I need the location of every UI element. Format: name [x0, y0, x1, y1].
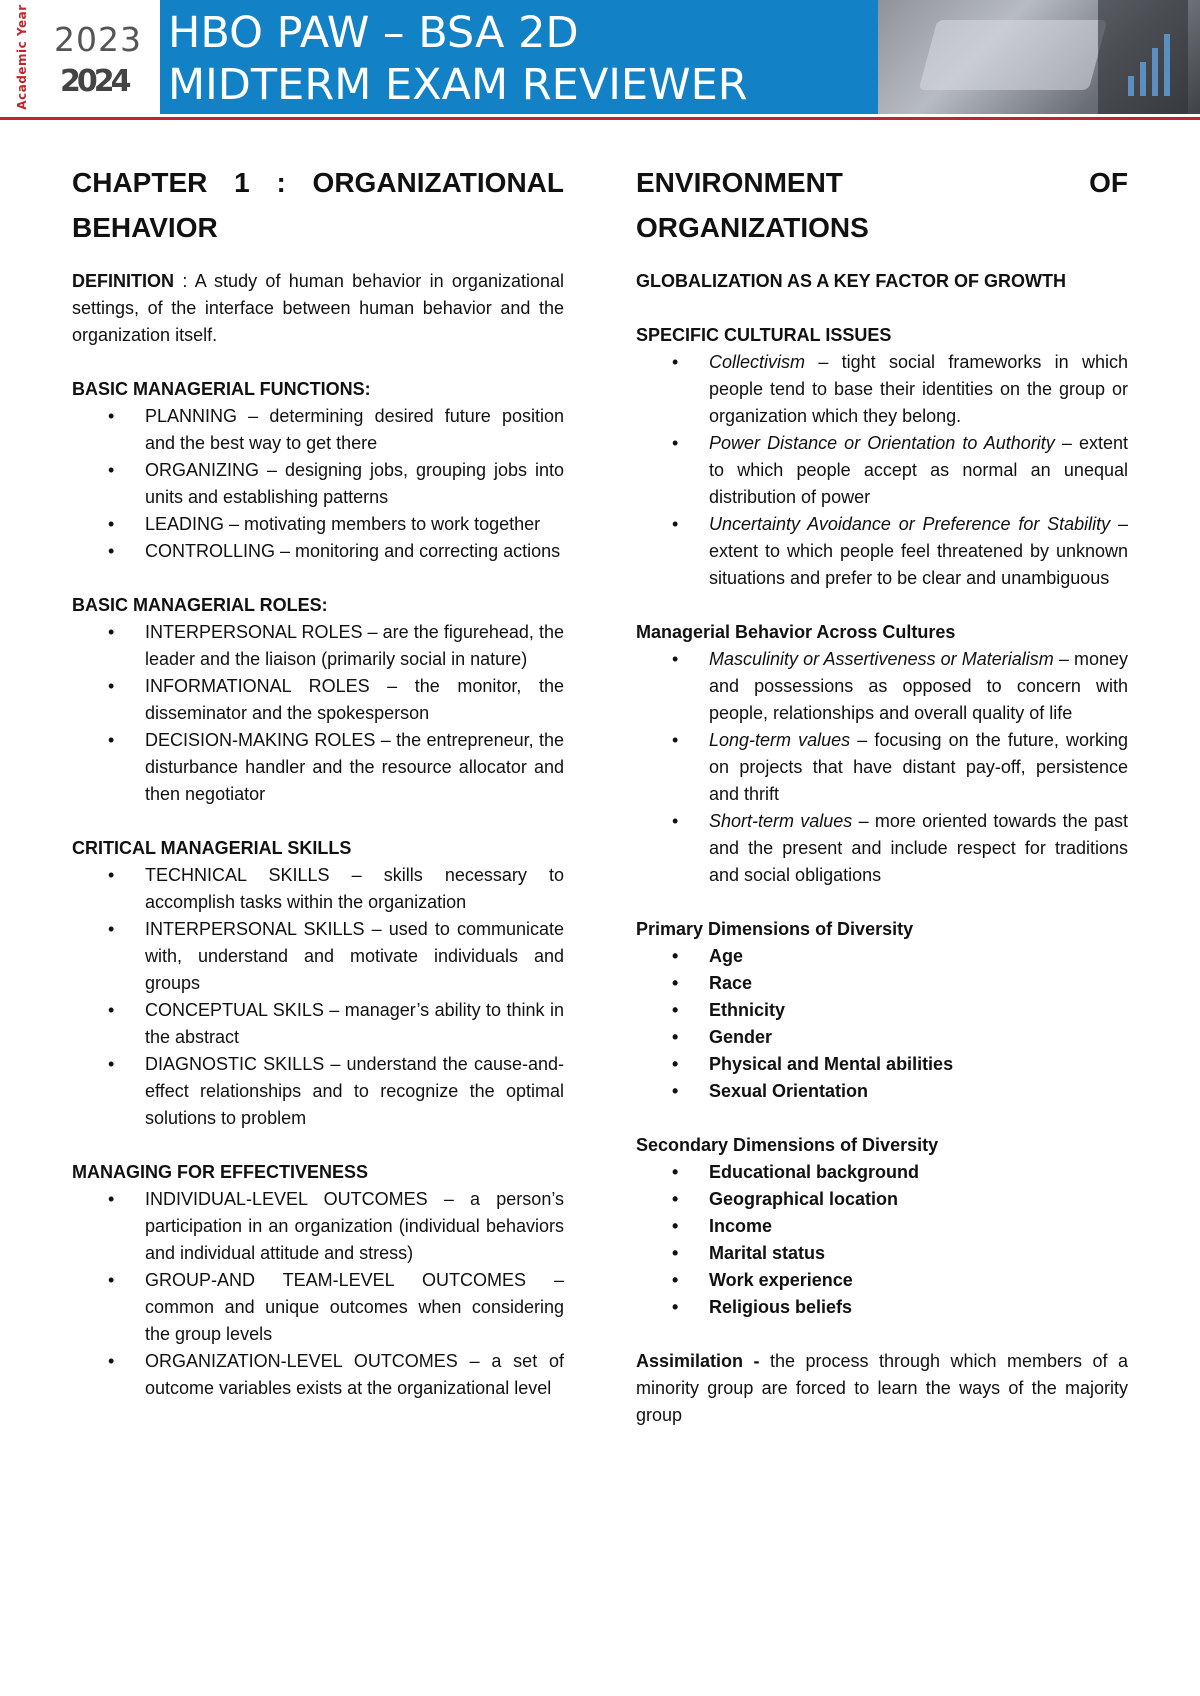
list-item: • INDIVIDUAL-LEVEL OUTCOMES – a person’s participation in an organization (individual behaviors and individual attitude and stress) — [72, 1186, 564, 1267]
environment-title-word: OF — [1089, 167, 1128, 198]
academic-year-label: Academic Year — [15, 4, 29, 110]
right-column — [636, 160, 1128, 1429]
definition-paragraph — [72, 268, 564, 349]
document-subtitle: MIDTERM EXAM REVIEWER — [168, 60, 748, 110]
page-header — [0, 0, 1200, 122]
list-item: • Religious beliefs — [636, 1294, 1128, 1321]
list-item: • Educational background — [636, 1159, 1128, 1186]
primary-diversity-list — [636, 943, 1128, 1105]
list-item: • Work experience — [636, 1267, 1128, 1294]
list-item — [636, 430, 1128, 511]
title-band — [160, 0, 878, 114]
term-desc: – focusing on the future, working on projects that have distant pay-off, persistence and thrift — [709, 730, 1128, 804]
functions-list — [72, 403, 564, 565]
list-item: • DECISION-MAKING ROLES – the entrepreneur, the disturbance handler and the resource allocator and then negotiator — [72, 727, 564, 808]
year-start: 2023 — [54, 20, 142, 59]
header-divider — [0, 117, 1200, 120]
globalization-heading: GLOBALIZATION AS A KEY FACTOR OF GROWTH — [636, 271, 1066, 291]
academic-year-block — [0, 0, 160, 114]
roles-heading: BASIC MANAGERIAL ROLES: — [72, 595, 328, 615]
list-item — [636, 646, 1128, 727]
list-item: • Sexual Orientation — [636, 1078, 1128, 1105]
list-item — [636, 808, 1128, 889]
secondary-diversity-heading: Secondary Dimensions of Diversity — [636, 1135, 939, 1155]
skills-heading: CRITICAL MANAGERIAL SKILLS — [72, 838, 352, 858]
list-item: • GROUP-AND TEAM-LEVEL OUTCOMES – common and unique outcomes when considering the group levels — [72, 1267, 564, 1348]
list-item: • Gender — [636, 1024, 1128, 1051]
term: Uncertainty Avoidance or Preference for Stability — [709, 514, 1111, 534]
list-item: • ORGANIZATION-LEVEL OUTCOMES – a set of outcome variables exists at the organizational level — [72, 1348, 564, 1402]
year-end: 2024 — [60, 64, 128, 99]
list-item — [636, 349, 1128, 430]
term: Collectivism — [709, 352, 806, 372]
assimilation-text: the process through which members of a minority group are forced to learn the ways of the majority group — [636, 1351, 1128, 1425]
term-desc: – extent to which people feel threatened by unknown situations and prefer to be clear and unambiguous — [709, 514, 1128, 588]
functions-heading: BASIC MANAGERIAL FUNCTIONS: — [72, 379, 371, 399]
list-item: • CONCEPTUAL SKILS – manager’s ability to think in the abstract — [72, 997, 564, 1051]
assimilation-label: Assimilation - — [636, 1351, 760, 1371]
list-item: • INTERPERSONAL SKILLS – used to communicate with, understand and motivate individuals and groups — [72, 916, 564, 997]
cultural-list — [636, 349, 1128, 592]
effectiveness-list — [72, 1186, 564, 1402]
list-item: • DIAGNOSTIC SKILLS – understand the cause-and-effect relationships and to recognize the optimal solutions to problem — [72, 1051, 564, 1132]
list-item: • Race — [636, 970, 1128, 997]
term: Long-term values — [709, 730, 851, 750]
term-desc: – tight social frameworks in which people tend to base their identities on the group or organization which they belong. — [709, 352, 1128, 426]
list-item: • PLANNING – determining desired future position and the best way to get there — [72, 403, 564, 457]
list-item: • CONTROLLING – monitoring and correcting actions — [72, 538, 564, 565]
list-item — [636, 511, 1128, 592]
environment-title-line2: ORGANIZATIONS — [636, 212, 869, 243]
chapter-title: CHAPTER 1 : ORGANIZATIONAL BEHAVIOR — [72, 167, 564, 243]
list-item: • INTERPERSONAL ROLES – are the figurehead, the leader and the liaison (primarily social in nature) — [72, 619, 564, 673]
header-photo — [878, 0, 1200, 114]
term-desc: – money and possessions as opposed to concern with people, relationships and overall quality of life — [709, 649, 1128, 723]
term-desc: – extent to which people accept as normal an unequal distribution of power — [709, 433, 1128, 507]
primary-diversity-heading: Primary Dimensions of Diversity — [636, 919, 914, 939]
cultural-heading: SPECIFIC CULTURAL ISSUES — [636, 325, 892, 345]
list-item: • Marital status — [636, 1240, 1128, 1267]
skills-list — [72, 862, 564, 1132]
managerial-heading: Managerial Behavior Across Cultures — [636, 622, 956, 642]
term: Power Distance or Orientation to Authority — [709, 433, 1055, 453]
list-item: • Physical and Mental abilities — [636, 1051, 1128, 1078]
managerial-list — [636, 646, 1128, 889]
list-item: • Ethnicity — [636, 997, 1128, 1024]
assimilation-paragraph — [636, 1348, 1128, 1429]
list-item: • INFORMATIONAL ROLES – the monitor, the disseminator and the spokesperson — [72, 673, 564, 727]
list-item: • ORGANIZING – designing jobs, grouping jobs into units and establishing patterns — [72, 457, 564, 511]
list-item — [636, 727, 1128, 808]
document-title: HBO PAW – BSA 2D — [168, 8, 579, 58]
definition-text: : A study of human behavior in organizational settings, of the interface between human behavior and the organization itself. — [72, 271, 564, 345]
left-column — [72, 160, 564, 1402]
term: Masculinity or Assertiveness or Materialism — [709, 649, 1054, 669]
environment-title — [636, 160, 1128, 250]
list-item: • LEADING – motivating members to work together — [72, 511, 564, 538]
definition-label: DEFINITION — [72, 271, 174, 291]
roles-list — [72, 619, 564, 808]
secondary-diversity-list — [636, 1159, 1128, 1321]
list-item: • Age — [636, 943, 1128, 970]
environment-title-word: ENVIRONMENT — [636, 167, 843, 198]
effectiveness-heading: MANAGING FOR EFFECTIVENESS — [72, 1162, 369, 1182]
term: Short-term values — [709, 811, 853, 831]
list-item: • Geographical location — [636, 1186, 1128, 1213]
list-item: • Income — [636, 1213, 1128, 1240]
term-desc: – more oriented towards the past and the present and include respect for traditions and social obligations — [709, 811, 1128, 885]
list-item: • TECHNICAL SKILLS – skills necessary to accomplish tasks within the organization — [72, 862, 564, 916]
